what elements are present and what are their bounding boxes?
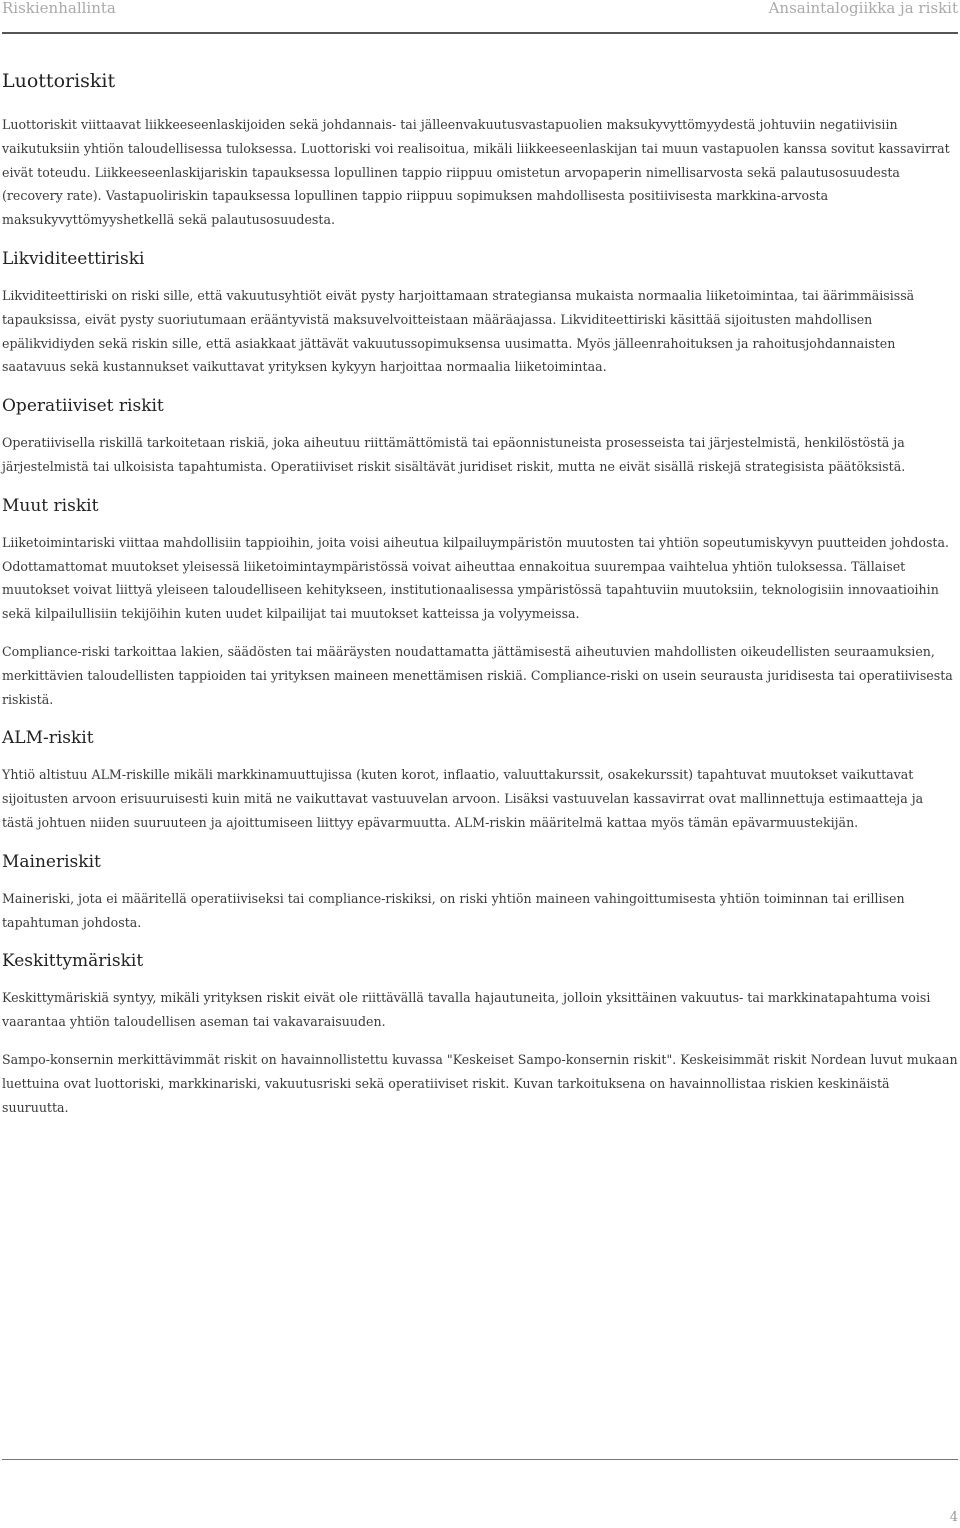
paragraph: Compliance-riski tarkoittaa lakien, säädösten tai määräysten noudattamatta jättämisestä aiheutuvien mahdollisten oikeudellisten seuraamuksien, merkittävien taloudellisten tappioiden tai yrityksen maineen menettämisen riskiä. Compliance-riski on usein seurausta juridisesta tai operatiivisesta riskistä.	[2, 643, 953, 707]
section-heading: Keskittymäriskit	[2, 951, 144, 972]
footer-divider	[2, 1459, 958, 1460]
section-heading: Likviditeettiriski	[2, 248, 145, 269]
section-operatiiviset-riskit	[2, 393, 958, 479]
section-muut-riskit	[2, 493, 958, 712]
paragraph: Yhtiö altistuu ALM-riskille mikäli markkinamuuttujissa (kuten korot, inflaatio, valuuttakurssit, osakekurssit) tapahtuvat muutokset vaikuttavat sijoitusten arvoon erisuuruisesti kuin mitä ne vaikuttavat vastuuvelan arvoon. Lisäksi vastuuvelan kassavirrat ovat mallinnettuja estimaatteja ja tästä johtuen niiden suuruuteen ja ajoittumiseen liittyy epävarmuutta. ALM-riskin määritelmä kattaa myös tämän epävarmuustekijän.	[2, 767, 924, 830]
page-number: 4	[949, 1510, 958, 1525]
paragraph: Maineriski, jota ei määritellä operatiiviseksi tai compliance-riskiksi, on riski yhtiön maineen vahingoittumisesta yhtiön toiminnan tai erillisen tapahtuman johdosta.	[2, 890, 905, 930]
paragraph: Luottoriskit viittaavat liikkeeseenlaskijoiden sekä johdannais- tai jälleenvakuutusvastapuolien maksukyvyttömyydestä johtuviin negatiivisiin vaikutuksiin yhtiön taloudellisessa tuloksessa. Luottoriski voi realisoitua, mikäli liikkeeseenlaskijan tai muun vastapuolen kanssa sovitut kassavirrat eivät toteudu. Liikkeeseenlaskijariskin tapauksessa lopullinen tappio riippuu omistetun arvopaperin nimellisarvosta sekä palautusosuudesta (recovery rate). Vastapuoliriskin tapauksessa lopullinen tappio riippuu sopimuksen mahdollisesta positiivisesta markkina-arvosta maksukyvyttömyyshetkellä sekä palautusosuudesta.	[2, 117, 950, 228]
section-maineriskit	[2, 849, 958, 935]
section-heading: Muut riskit	[2, 495, 99, 516]
header-right-title: Ansaintalogiikka ja riskit	[768, 0, 958, 17]
section-luottoriskit	[2, 66, 958, 232]
section-likviditeettiriski	[2, 246, 958, 379]
paragraph: Operatiivisella riskillä tarkoitetaan riskiä, joka aiheutuu riittämättömistä tai epäonnistuneista prosesseista tai järjestelmistä, henkilöstöstä ja järjestelmistä tai ulkoisista tapahtumista. Operatiiviset riskit sisältävät juridiset riskit, mutta ne eivät sisällä riskejä strategisista päätöksistä.	[2, 435, 906, 474]
document-body	[2, 66, 958, 1133]
paragraph: Likviditeettiriski on riski sille, että vakuutusyhtiöt eivät pysty harjoittamaan strategiansa mukaista normaalia liiketoimintaa, tai äärimmäisissä tapauksissa, eivät pysty suoriutumaan erääntyvistä maksuvelvoitteistaan määräajassa. Likviditeettiriski käsittää sijoitusten mahdollisen epälikvidiyden sekä riskin sille, että asiakkaat jättävät vakuutussopimuksensa uusimatta. Myös jälleenrahoituksen ja rahoitusjohdannaisten saatavuus sekä kustannukset vaikuttavat yrityksen kykyyn harjoittaa normaalia liiketoimintaa.	[2, 287, 915, 375]
paragraph: Sampo-konsernin merkittävimmät riskit on havainnollistettu kuvassa "Keskeiset Sampo-konsernin riskit". Keskeisimmät riskit Nordean luvut mukaan luettuina ovat luottoriski, markkinariski, vakuutusriski sekä operatiiviset riskit. Kuvan tarkoituksena on havainnollistaa riskien keskinäistä suuruutta.	[2, 1051, 958, 1115]
paragraph: Keskittymäriskiä syntyy, mikäli yrityksen riskit eivät ole riittävällä tavalla hajautuneita, jolloin yksittäinen vakuutus- tai markkinatapahtuma voisi vaarantaa yhtiön taloudellisen aseman tai vakavaraisuuden.	[2, 990, 931, 1030]
section-keskittymariskit	[2, 948, 958, 1119]
section-heading: Luottoriskit	[2, 70, 116, 92]
page-header	[2, 0, 958, 34]
section-heading: ALM-riskit	[2, 728, 94, 749]
paragraph: Liiketoimintariski viittaa mahdollisiin tappioihin, joita voisi aiheutua kilpailuympäristön muutosten tai yhtiön sopeutumiskyvyn puutteiden johdosta. Odottamattomat muutokset yleisessä liiketoimintaympäristössä voivat aiheuttaa ennakoitua suurempaa vaihtelua yhtiön tuloksessa. Tällaiset muutokset voivat liittyä yleiseen taloudelliseen kehitykseen, institutionaalisessa ympäristössä tapahtuviin muutoksiin, teknologisiin innovaatioihin sekä kilpailullisiin tekijöihin kuten uudet kilpailijat tai muutokset katteissa ja volyymeissa.	[2, 534, 949, 622]
section-alm-riskit	[2, 725, 958, 834]
section-heading: Operatiiviset riskit	[2, 396, 164, 417]
header-left-title: Riskienhallinta	[2, 0, 116, 17]
section-heading: Maineriskit	[2, 851, 101, 872]
